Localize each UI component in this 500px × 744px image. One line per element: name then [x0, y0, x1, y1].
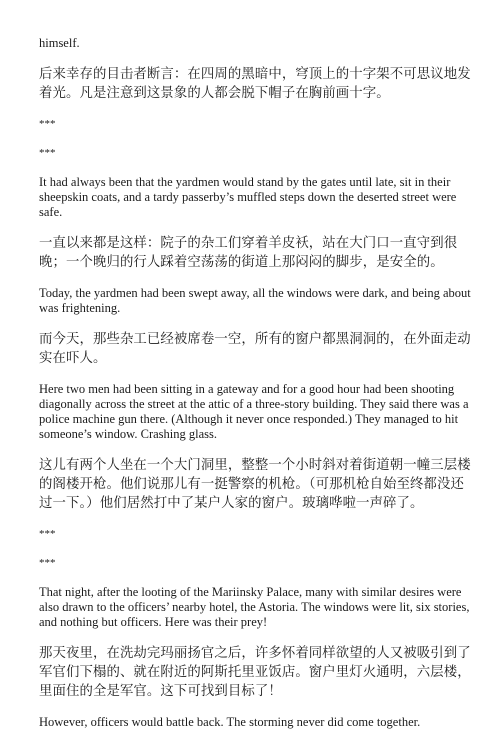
paragraph-en: himself.: [39, 36, 80, 50]
document-page: [39, 36, 471, 744]
paragraph-zh: 那天夜里，在洗劫完玛丽扬官之后，许多怀着同样欲望的人又被吸引到了军官们下榻的、就在附近的阿斯托里亚饭店。窗户里灯火通明，六层楼，里面住的全是军官。这下可找到目标了！: [39, 646, 471, 699]
paragraph-zh: 而今天，那些杂工已经被席卷一空，所有的窗户都黑洞洞的，在外面走动实在吓人。: [39, 332, 471, 366]
paragraph-zh: 后来幸存的目击者断言：在四周的黑暗中，穹顶上的十字架不可思议地发着光。凡是注意到这景象的人都会脱下帽子在胸前画十字。: [39, 67, 471, 101]
paragraph-en: Here two men had been sitting in a gateway and for a good hour had been shooting diagonally across the street at the attic of a three-story building. They said there was a police machine gun there. (Although it never once responded.) They managed to hit someone’s window. Crashing glass.: [39, 382, 469, 441]
paragraph-en: That night, after the looting of the Mariinsky Palace, many with similar desires were also drawn to the officers’ nearby hotel, the Astoria. The windows were lit, six stories, and nothing but officers. Here was their prey!: [39, 585, 470, 629]
section-separator: ***: [39, 147, 56, 159]
section-separator: ***: [39, 118, 56, 130]
paragraph-zh: 一直以来都是这样：院子的杂工们穿着羊皮袄，站在大门口一直守到很晚；一个晚归的行人踩着空荡荡的街道上那闷闷的脚步，是安全的。: [39, 236, 458, 270]
paragraph-en: Today, the yardmen had been swept away, all the windows were dark, and being about was frightening.: [39, 286, 471, 315]
paragraph-zh: 这儿有两个人坐在一个大门洞里，整整一个小时斜对着街道朝一幢三层楼的阁楼开枪。他们说那儿有一挺警察的机枪。（可那机枪自始至终都没还过一下。）他们居然打中了某户人家的窗户。玻璃哗啦一声碎了。: [39, 458, 471, 511]
paragraph-en: However, officers would battle back. The storming never did come together.: [39, 715, 421, 729]
section-separator: ***: [39, 557, 56, 569]
section-separator: ***: [39, 528, 56, 540]
paragraph-en: It had always been that the yardmen would stand by the gates until late, sit in their sheepskin coats, and a tardy passerby’s muffled steps down the deserted street were safe.: [39, 175, 457, 219]
